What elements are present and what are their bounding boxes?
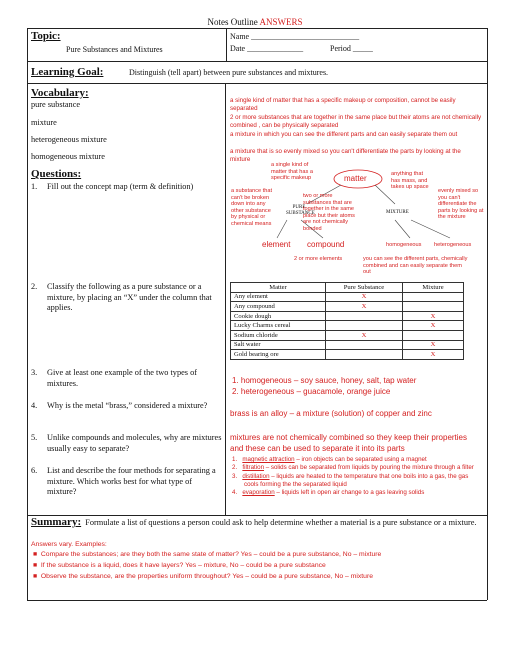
divider-topic — [27, 61, 487, 62]
frame-bottom — [27, 600, 487, 601]
answer-q6-item: 4. evaporation – liquids left in open air change to a gas leaving solids — [232, 489, 425, 497]
question-number: 2. — [31, 282, 38, 291]
summary-bullet: ■ Observe the substance, are the properties uniform throughout? Yes – could be a pure substance, No – mixture — [33, 573, 374, 580]
questions-label: Questions: — [31, 168, 82, 180]
frame-left — [27, 28, 28, 600]
table-cell-mix: X — [403, 340, 464, 350]
question-number: 5. — [31, 433, 38, 442]
table-cell-mix — [403, 302, 464, 312]
question-text: Fill out the concept map (term & definition) — [47, 182, 194, 191]
table-cell-item: Salt water — [231, 340, 326, 350]
table-header: Pure Substance — [326, 283, 403, 293]
concept-matter-def: anything that has mass, and takes up space — [391, 171, 429, 191]
summary-answers-label: Answers vary. Examples: — [31, 541, 107, 548]
answer-q6-item: 1. magnetic attraction – iron objects can be separated using a magnet — [232, 456, 427, 463]
summary-bullet: ■ If the substance is a liquid, does it have layers? Yes – mixture, No – could be a pure substance — [33, 562, 326, 569]
question-number: 3. — [31, 368, 38, 377]
classification-table — [230, 282, 464, 360]
vocab-term: homogeneous mixture — [31, 152, 105, 161]
period-field[interactable]: Period _____ — [330, 44, 373, 53]
vocab-definition: a mixture that is so evenly mixed so you can't differentiate the parts by looking at the mixture — [230, 148, 461, 164]
answer-q6-list — [232, 456, 484, 497]
table-cell-mix: X — [403, 311, 464, 321]
vocab-term: mixture — [31, 118, 57, 127]
table-row — [231, 292, 464, 302]
concept-compound-def: 2 or more elements — [294, 256, 343, 262]
table-cell-mix: X — [403, 350, 464, 360]
table-row — [231, 350, 464, 360]
concept-element: element — [262, 240, 291, 249]
topic-value: Pure Substances and Mixtures — [66, 45, 163, 54]
vocab-definition: 2 or more substances that are together in the same place but their atoms are not chemically combined , can be physically separated — [230, 114, 482, 130]
table-row — [231, 340, 464, 350]
answer-q5: mixtures are not chemically combined so they keep their properties and these can be used to separate it into its parts — [230, 433, 467, 453]
summary-label: Summary: — [31, 516, 82, 528]
table-cell-pure — [326, 340, 403, 350]
table-cell-item: Any element — [231, 292, 326, 302]
concept-heterogeneous: heterogeneous — [434, 242, 472, 248]
frame-right — [487, 28, 488, 600]
table-row — [231, 330, 464, 340]
goal-label: Learning Goal: — [31, 66, 104, 78]
column-divider — [225, 83, 226, 515]
question-number: 4. — [31, 401, 38, 410]
summary-text: Formulate a list of questions a person could ask to help determine whether a material is a pure substance or a mixture. — [85, 518, 477, 527]
vocab-definition: a mixture in which you can see the different parts and can easily separate them out — [230, 131, 458, 138]
summary-block — [31, 517, 483, 529]
topic-divider-vertical — [226, 28, 227, 61]
answer-q3-item: 2. heterogeneous – guacamole, orange juice — [232, 387, 391, 396]
table-row — [231, 302, 464, 312]
concept-pure-substance: PURE SUBSTANCE — [286, 205, 315, 216]
concept-element-def: a substance that can't be broken down into any other substance by physical or chemical means — [231, 188, 273, 227]
name-field[interactable]: Name ___________________________ — [230, 32, 360, 41]
table-cell-mix: X — [403, 321, 464, 331]
bullet-icon: ■ — [33, 562, 38, 569]
concept-homog-def: evenly mixed so you can't differentiate the parts by looking at the mixture — [438, 188, 484, 221]
title-answers: ANSWERS — [259, 17, 303, 27]
table-cell-mix — [403, 292, 464, 302]
concept-mixture: MIXTURE — [386, 210, 409, 215]
table-cell-pure: X — [326, 302, 403, 312]
table-header: Matter — [231, 283, 326, 293]
title-text: Notes Outline — [207, 17, 260, 27]
table-cell-item: Any compound — [231, 302, 326, 312]
answer-q3-item: 1. homogeneous – soy sauce, honey, salt, tap water — [232, 376, 417, 385]
question-number: 1. — [31, 182, 38, 191]
divider-goal — [27, 83, 487, 84]
concept-compound: compound — [307, 240, 345, 249]
table-cell-item: Lucky Charms cereal — [231, 321, 326, 331]
question-number: 6. — [31, 466, 38, 475]
table-cell-item: Sodium chloride — [231, 330, 326, 340]
question-text: Unlike compounds and molecules, why are mixtures usually easy to separate? — [47, 433, 222, 453]
question-text: Why is the metal “brass,” considered a mixture? — [47, 401, 208, 410]
table-cell-pure: X — [326, 292, 403, 302]
vocab-definition: a single kind of matter that has a specific makeup or composition, cannot be easily separated — [230, 97, 456, 113]
frame-top — [27, 28, 487, 29]
vocab-term: heterogeneous mixture — [31, 135, 107, 144]
page-title — [0, 17, 510, 27]
table-cell-pure — [326, 311, 403, 321]
table-row — [231, 321, 464, 331]
date-field[interactable]: Date ______________ — [230, 44, 304, 53]
topic-label: Topic: — [31, 30, 61, 42]
table-cell-item: Gold bearing ore — [231, 350, 326, 360]
answer-q6-item: 2. filtration – solids can be separated from liquids by pouring the mixture through a filter — [232, 464, 474, 472]
table-cell-pure: X — [326, 330, 403, 340]
divider-summary — [27, 515, 487, 516]
bullet-icon: ■ — [33, 551, 38, 558]
question-text: Classify the following as a pure substance or a mixture, by placing an “X” under the column that applies. — [47, 282, 212, 312]
summary-bullet: ■ Compare the substances; are they both the same state of matter? Yes – could be a pure substance, No – mixture — [33, 551, 382, 558]
vocab-label: Vocabulary: — [31, 87, 89, 99]
concept-homogeneous: homogeneous — [386, 242, 422, 248]
vocab-term: pure substance — [31, 100, 81, 109]
answer-q4: brass is an alloy – a mixture (solution) of copper and zinc — [230, 409, 432, 418]
table-header: Mixture — [403, 283, 464, 293]
table-cell-pure — [326, 321, 403, 331]
concept-matter: matter — [344, 174, 367, 183]
goal-text: Distinguish (tell apart) between pure substances and mixtures. — [129, 68, 329, 77]
answer-q6-item: 3. distillation – liquids are heated to the temperature that one boils into a gas, the gas cools forming the the separated liquid — [232, 472, 469, 488]
table-cell-pure — [326, 350, 403, 360]
question-text: List and describe the four methods for separating a mixture. Which works best for what type of mixture? — [47, 466, 216, 496]
table-cell-item: Cookie dough — [231, 311, 326, 321]
bullet-icon: ■ — [33, 573, 38, 580]
concept-heterog-def: you can see the different parts, chemically combined and can easily separate them out — [363, 256, 468, 276]
table-row — [231, 311, 464, 321]
concept-pure-def: a single kind of matter that has a specific makeup — [271, 162, 313, 182]
concept-mixture-def: two or more substances that are together in the same place but their atoms are not chemically bonded — [303, 193, 355, 232]
question-text: Give at least one example of the two types of mixtures. — [47, 368, 197, 388]
table-cell-mix — [403, 330, 464, 340]
